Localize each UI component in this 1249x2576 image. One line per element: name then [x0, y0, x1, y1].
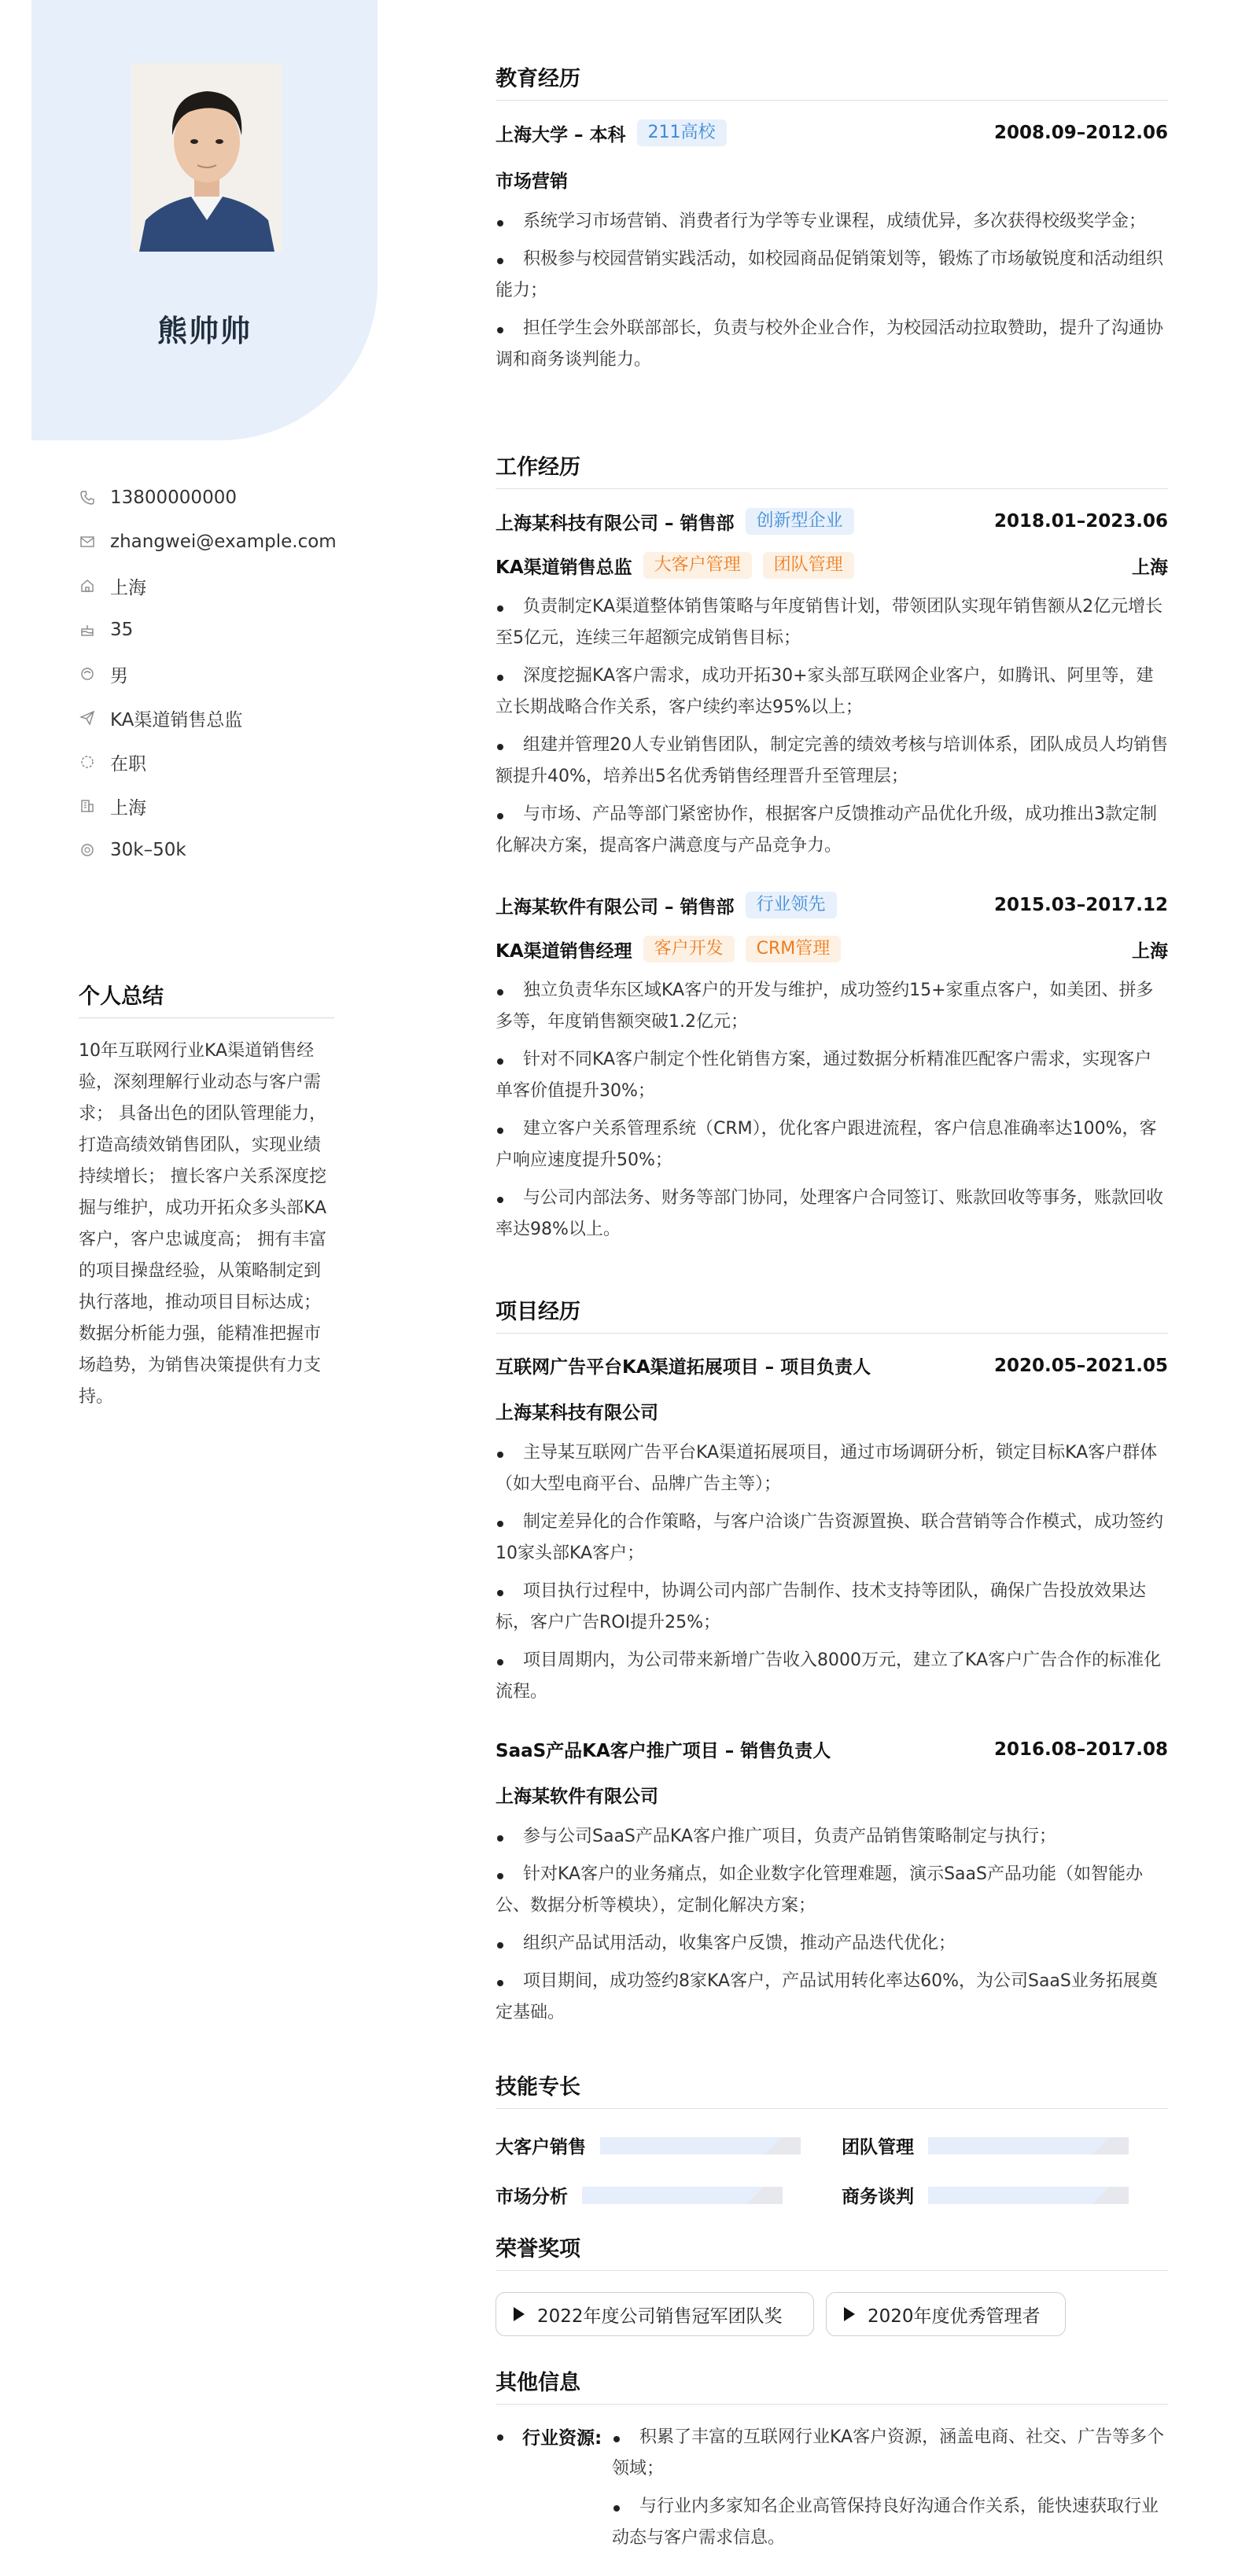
list-item: 建立客户关系管理系统（CRM），优化客户跟进流程，客户信息准确率达100%，客户响应速度提升50%； [496, 1113, 1168, 1176]
position-tag: CRM管理 [746, 936, 842, 962]
job-position-row [496, 552, 1168, 579]
job-position-row [496, 936, 1168, 962]
project-company: 上海某科技有限公司 [496, 1403, 658, 1423]
other-bullets [612, 2422, 1168, 2560]
contact-info-list [79, 476, 337, 872]
other-label: 行业资源: [496, 2423, 602, 2449]
list-item: 深度挖掘KA客户需求，成功开拓30+家头部互联网企业客户，如腾讯、阿里等，建立长期战略合作关系，客户续约率达95%以上； [496, 661, 1168, 723]
info-item-location [79, 564, 337, 608]
sidebar [0, 0, 409, 2576]
education-bullets [496, 206, 1168, 382]
info-item-age [79, 608, 337, 652]
list-item: 制定差异化的合作策略，与客户洽谈广告资源置换、联合营销等合作模式，成功签约10家头部KA客户； [496, 1507, 1168, 1570]
projects-title: 项目经历 [496, 1294, 1168, 1334]
play-icon [844, 2307, 855, 2321]
skill-bar [928, 2187, 1129, 2204]
skill-fill [582, 2187, 763, 2204]
project-date: 2016.08–2017.08 [993, 1739, 1168, 1760]
project-bullets [496, 1821, 1168, 2035]
profile-name: 熊帅帅 [157, 314, 252, 348]
list-item: 积累了丰富的互联网行业KA客户资源，涵盖电商、社交、广告等多个领域； [612, 2422, 1168, 2485]
list-item: 组建并管理20人专业销售团队，制定完善的绩效考核与培训体系，团队成员人均销售额提升40%，培养出5名优秀销售经理晋升至管理层； [496, 730, 1168, 793]
status-icon [79, 753, 96, 771]
job-date: 2015.03–2017.12 [993, 895, 1168, 915]
project-date: 2020.05–2021.05 [993, 1355, 1168, 1376]
skill-name: 大客户销售 [496, 2137, 586, 2158]
education-date: 2008.09–2012.06 [993, 123, 1168, 143]
mail-icon [79, 533, 96, 550]
company-name: 上海某软件有限公司 – 销售部 [496, 896, 735, 918]
building-icon [79, 797, 96, 815]
city-value: 上海 [110, 797, 146, 819]
skills-title: 技能专长 [496, 2070, 1168, 2109]
email-value: zhangwei@example.com [110, 532, 337, 552]
award-label: 2020年度优秀管理者 [868, 2306, 1041, 2327]
summary-section [79, 979, 334, 1413]
list-item: 项目执行过程中，协调公司内部广告制作、技术支持等团队，确保广告投放效果达标，客户广告ROI提升25%； [496, 1576, 1168, 1639]
list-item: 项目期间，成功签约8家KA客户，产品试用转化率达60%，为公司SaaS业务拓展奠定基础。 [496, 1966, 1168, 2029]
play-icon [514, 2307, 525, 2321]
position-tag: 客户开发 [643, 936, 735, 962]
info-item-email [79, 520, 337, 564]
skill-item [496, 2182, 783, 2208]
list-item: 项目周期内，为公司带来新增广告收入8000万元，建立了KA客户广告合作的标准化流程。 [496, 1645, 1168, 1708]
phone-value: 13800000000 [110, 488, 237, 508]
education-header [496, 120, 1168, 146]
info-item-gender [79, 652, 337, 696]
education-title: 教育经历 [496, 61, 1168, 101]
money-icon [79, 841, 96, 859]
age-value: 35 [110, 620, 134, 640]
skill-name: 团队管理 [842, 2137, 914, 2158]
list-item: 与行业内多家知名企业高管保持良好沟通合作关系，能快速获取行业动态与客户需求信息。 [612, 2491, 1168, 2554]
salary-value: 30k–50k [110, 840, 186, 860]
company-tag: 行业领先 [746, 892, 837, 918]
school-tag: 211高校 [637, 120, 727, 146]
skill-name: 商务谈判 [842, 2187, 914, 2207]
cake-icon [79, 621, 96, 638]
avatar [131, 63, 282, 252]
status-value: 在职 [110, 753, 146, 775]
other-title: 其他信息 [496, 2365, 1168, 2405]
project-header [496, 1352, 1168, 1378]
skill-bar [582, 2187, 783, 2204]
info-item-salary [79, 828, 337, 872]
project-name: SaaS产品KA客户推广项目 – 销售负责人 [496, 1741, 831, 1761]
skill-bar [600, 2137, 801, 2155]
info-item-status [79, 740, 337, 784]
list-item: 组织产品试用活动，收集客户反馈，推动产品迭代优化； [496, 1928, 1168, 1960]
job-date: 2018.01–2023.06 [993, 511, 1168, 532]
job-header [496, 892, 1168, 918]
major-name: 市场营销 [496, 171, 568, 192]
phone-icon [79, 489, 96, 506]
job-city: 上海 [1132, 557, 1168, 578]
title-value: KA渠道销售总监 [110, 709, 243, 730]
skill-fill [928, 2187, 1109, 2204]
job-city: 上海 [1132, 940, 1168, 962]
gender-icon [79, 665, 96, 683]
summary-text: 10年互联网行业KA渠道销售经验，深刻理解行业动态与客户需求； 具备出色的团队管理能力，打造高绩效销售团队，实现业绩持续增长； 擅长客户关系深度挖掘与维护，成功开拓众多头部KA客户，客户忠诚度高； 拥有丰富的项目操盘经验，从策略制定到执行落地，推动项目目标达成； 数据分析能力强，能精准把握市场趋势，为销售决策提供有力支持。 [79, 1041, 327, 1407]
list-item: 与市场、产品等部门紧密协作，根据客户反馈推动产品优化升级，成功推出3款定制化解决方案，提高客户满意度与产品竞争力。 [496, 799, 1168, 862]
position-name: KA渠道销售总监 [496, 557, 632, 578]
list-item: 担任学生会外联部部长，负责与校外企业合作，为校园活动拉取赞助，提升了沟通协调和商务谈判能力。 [496, 313, 1168, 376]
school-name: 上海大学 – 本科 [496, 124, 626, 145]
info-item-phone [79, 476, 337, 520]
list-item: 参与公司SaaS产品KA客户推广项目，负责产品销售策略制定与执行； [496, 1821, 1168, 1853]
company-tag: 创新型企业 [746, 508, 854, 535]
project-bullets [496, 1437, 1168, 1714]
list-item: 系统学习市场营销、消费者行为学等专业课程，成绩优异，多次获得校级奖学金； [496, 206, 1168, 237]
list-item: 负责制定KA渠道整体销售策略与年度销售计划，带领团队实现年销售额从2亿元增长至5亿元，连续三年超额完成销售目标； [496, 591, 1168, 654]
job-header [496, 508, 1168, 535]
position-name: KA渠道销售经理 [496, 940, 632, 962]
send-icon [79, 709, 96, 727]
info-item-city [79, 784, 337, 828]
location-value: 上海 [110, 577, 146, 598]
project-name: 互联网广告平台KA渠道拓展项目 – 项目负责人 [496, 1357, 871, 1378]
awards-title: 荣誉奖项 [496, 2232, 1168, 2271]
list-item: 积极参与校园营销实践活动，如校园商品促销策划等，锻炼了市场敏锐度和活动组织能力； [496, 244, 1168, 307]
skill-item [842, 2182, 1129, 2208]
list-item: 与公司内部法务、财务等部门协同，处理客户合同签订、账款回收等事务，账款回收率达98%以上。 [496, 1183, 1168, 1246]
position-tag: 大客户管理 [643, 552, 752, 579]
summary-title: 个人总结 [79, 979, 334, 1018]
project-company: 上海某软件有限公司 [496, 1787, 658, 1807]
award-badge [826, 2292, 1066, 2336]
list-item: 针对不同KA客户制定个性化销售方案，通过数据分析精准匹配客户需求，实现客户单客价值提升30%； [496, 1044, 1168, 1107]
job-bullets [496, 975, 1168, 1252]
skill-fill [928, 2137, 1109, 2155]
skill-item [842, 2133, 1129, 2158]
skill-fill [600, 2137, 781, 2155]
skill-item [496, 2133, 801, 2158]
gender-value: 男 [110, 665, 128, 686]
skill-bar [928, 2137, 1129, 2155]
position-tag: 团队管理 [763, 552, 854, 579]
skill-name: 市场分析 [496, 2187, 568, 2207]
info-item-title [79, 696, 337, 740]
list-item: 主导某互联网广告平台KA渠道拓展项目，通过市场调研分析，锁定目标KA客户群体（如大型电商平台、品牌广告主等）； [496, 1437, 1168, 1500]
list-item: 针对KA客户的业务痛点，如企业数字化管理难题，演示SaaS产品功能（如智能办公、数据分析等模块），定制化解决方案； [496, 1859, 1168, 1922]
company-name: 上海某科技有限公司 – 销售部 [496, 513, 735, 534]
job-bullets [496, 591, 1168, 868]
work-title: 工作经历 [496, 450, 1168, 489]
award-badge [496, 2292, 814, 2336]
award-label: 2022年度公司销售冠军团队奖 [537, 2306, 783, 2327]
list-item: 独立负责华东区域KA客户的开发与维护，成功签约15+家重点客户，如美团、拼多多等，年度销售额突破1.2亿元； [496, 975, 1168, 1038]
home-icon [79, 577, 96, 594]
project-header [496, 1736, 1168, 1762]
